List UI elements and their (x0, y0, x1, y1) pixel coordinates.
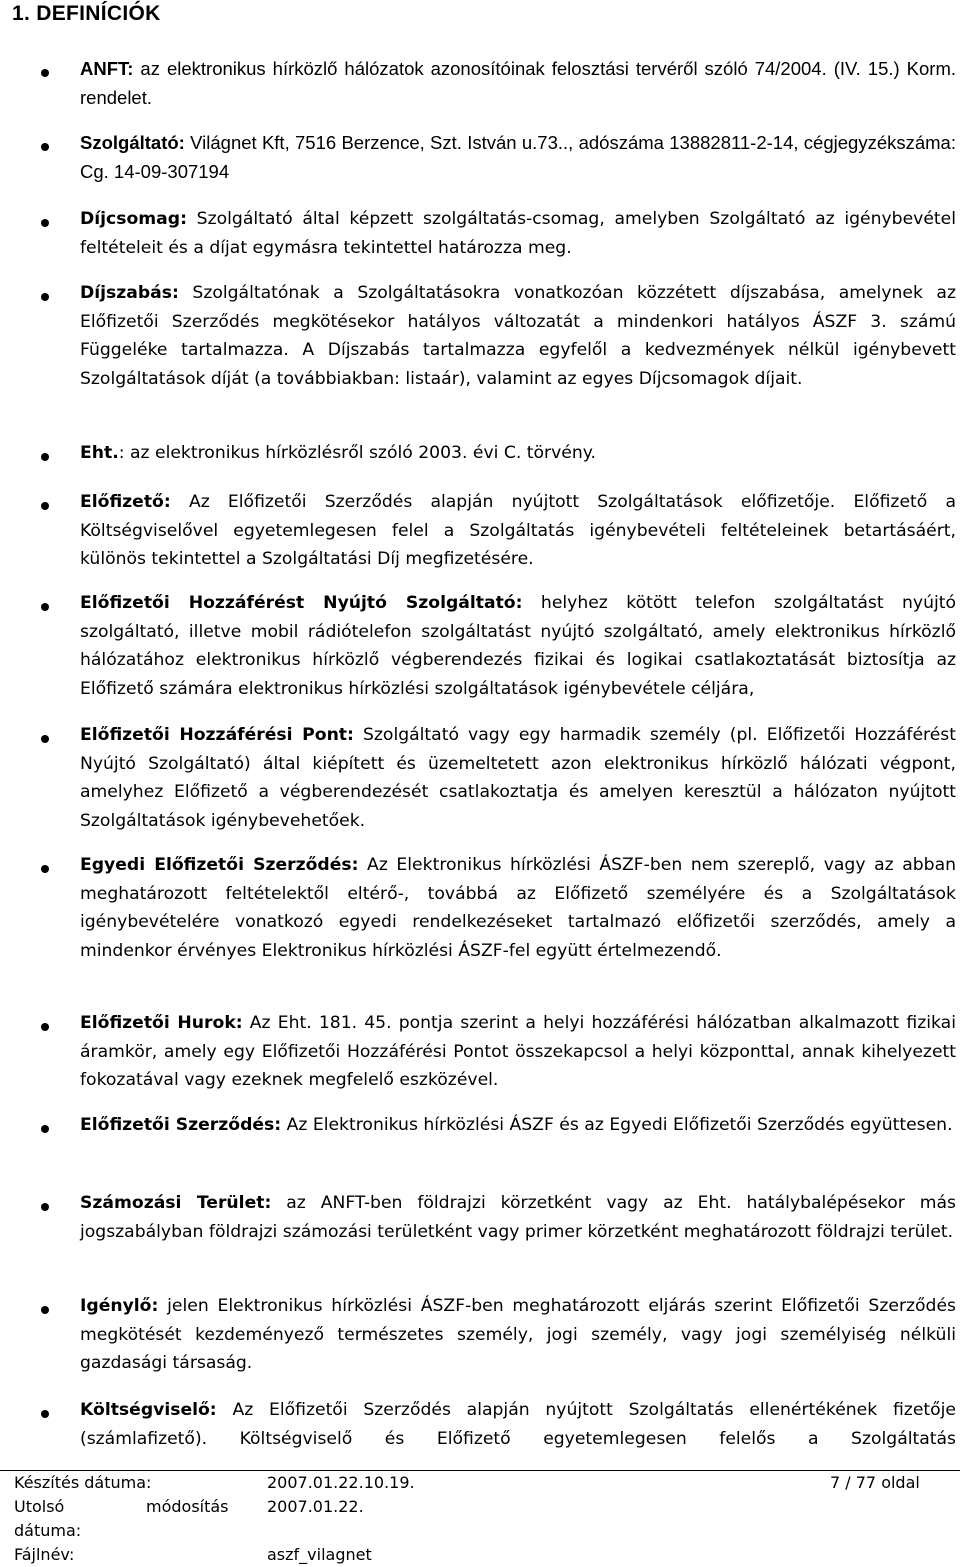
footer-row-file (0, 1543, 960, 1567)
bullet-icon (41, 735, 49, 743)
bullet-icon (41, 1125, 49, 1133)
definition-body: : az elektronikus hírközlésről szóló 2003. évi C. törvény. (118, 443, 596, 463)
footer-row-modified (0, 1495, 960, 1519)
created-value: 2007.01.22.10.19. (267, 1473, 415, 1492)
definition-body: Szolgáltató által képzett szolgáltatás-csomag, amelyben Szolgáltató az igénybevétel feltételeit és a díjat egymásra tekintettel határozza meg. (80, 209, 956, 258)
definition-text (80, 721, 956, 835)
definition-body: helyhez kötött telefon szolgáltatást nyújtó szolgáltató, illetve mobil rádiótelefon szolgáltatást nyújtó szolgáltató, amely elektronikus hírközlő hálózatához elektronikus hírközlő végberendezés fizikai és logikai csatlakoztatását biztosítja az Előfizető számára elektronikus hírközlési szolgáltatások igénybevétele céljára, (80, 593, 956, 699)
definition-term: Díjszabás: (80, 283, 179, 303)
bullet-icon (41, 453, 49, 461)
footer-row-modified-cont (0, 1519, 960, 1543)
page-number: 7 / 77 oldal (830, 1473, 920, 1492)
definition-text (80, 589, 956, 703)
modified-label: módosítás (146, 1497, 229, 1516)
bullet-icon (41, 1410, 49, 1418)
page-footer (0, 1470, 960, 1567)
file-label: Fájlnév: (14, 1545, 75, 1564)
definition-term: Költségviselő: (80, 1400, 217, 1420)
definition-term: Szolgáltató: (80, 132, 185, 153)
definition-text (80, 1189, 956, 1246)
definition-text (80, 55, 956, 112)
modified-label: Utolsó (14, 1497, 65, 1516)
modified-label: dátuma: (14, 1521, 82, 1540)
definition-body: Az Eht. 181. 45. pontja szerint a helyi hozzáférési hálózatban alkalmazott fizikai áramkör, amely egy Előfizetői Hozzáférési Pontot összekapcsol a helyi központtal, annak kihelyezett fokozatával vagy ezeknek megfelelő eszközével. (80, 1013, 956, 1091)
definition-body: az elektronikus hírközlő hálózatok azonosítóinak felosztási tervéről szóló 74/2004. (IV. 15.) Korm. rendelet. (80, 58, 956, 108)
bullet-icon (41, 219, 49, 227)
definition-term: Számozási Terület: (80, 1193, 272, 1213)
section-heading: 1. DEFINÍCIÓK (12, 2, 161, 25)
definition-term: Előfizetői Hurok: (80, 1013, 243, 1033)
definition-body: Az Elektronikus hírközlési ÁSZF-ben nem szereplő, vagy az abban meghatározott feltételektől eltérő-, továbbá az Előfizető személyére és a Szolgáltatások igénybevételére vonatkozó egyedi rendelkezéseket tartalmazó előfizetői szerződés, amely a mindenkor érvényes Elektronikus hírközlési ÁSZF-fel együtt értelmezendő. (80, 855, 956, 961)
definition-term: Igénylő: (80, 1296, 159, 1316)
definition-term: Díjcsomag: (80, 209, 187, 229)
definition-term: ANFT: (80, 58, 134, 79)
definition-text (80, 488, 956, 574)
definition-text (80, 1009, 956, 1095)
created-label: Készítés dátuma: (14, 1473, 152, 1492)
definition-term: Egyedi Előfizetői Szerződés: (80, 855, 359, 875)
bullet-icon (41, 69, 49, 77)
definition-text (80, 1111, 956, 1140)
bullet-icon (41, 603, 49, 611)
footer-row-created (0, 1471, 960, 1495)
definition-text (80, 279, 956, 393)
definition-term: Előfizetői Szerződés: (80, 1115, 282, 1135)
definition-text (80, 129, 956, 186)
definition-text (80, 851, 956, 965)
definition-text (80, 1396, 956, 1453)
bullet-icon (41, 865, 49, 873)
definition-body: Az Elektronikus hírközlési ÁSZF és az Egyedi Előfizetői Szerződés együttesen. (281, 1115, 953, 1135)
definition-term: Eht. (80, 443, 119, 463)
definition-body: Világnet Kft, 7516 Berzence, Szt. István u.73.., adószáma 13882811-2-14, cégjegyzékszáma: Cg. 14-09-307194 (80, 132, 956, 182)
definition-text (80, 205, 956, 262)
bullet-icon (41, 1203, 49, 1211)
file-value: aszf_vilagnet (267, 1545, 372, 1564)
modified-value: 2007.01.22. (267, 1497, 364, 1516)
bullet-icon (41, 293, 49, 301)
definition-text (80, 439, 956, 468)
definition-body: Szolgáltató vagy egy harmadik személy (pl. Előfizetői Hozzáférést Nyújtó Szolgáltató) által kiépített és üzemeltetett azon elektronikus hírközlő hálózati végpont, amelyhez Előfizető a végberendezését csatlakoztatja és amelyen keresztül a hálózaton nyújtott Szolgáltatások igénybevehetőek. (80, 725, 956, 831)
definition-body: jelen Elektronikus hírközlési ÁSZF-ben meghatározott eljárás szerint Előfizetői Szerződés megkötését kezdeményező természetes személy, jogi személy, vagy jogi személyiség nélküli gazdasági társaság. (80, 1296, 956, 1374)
bullet-icon (41, 502, 49, 510)
definition-body: Az Előfizetői Szerződés alapján nyújtott Szolgáltatás ellenértékének fizetője (számlafizető). Költségviselő és Előfizető egyetemlegesen felelős a Szolgáltatás (80, 1400, 956, 1449)
definition-body: Az Előfizetői Szerződés alapján nyújtott Szolgáltatások előfizetője. Előfizető a Költségviselővel egyetemlegesen felel a Szolgáltatás igénybevételi feltételeinek betartásáért, különös tekintettel a Szolgáltatási Díj megfizetésére. (80, 492, 956, 570)
definition-body: az ANFT-ben földrajzi körzetként vagy az Eht. hatálybalépésekor más jogszabályban földrajzi számozási területként vagy primer körzetként meghatározott földrajzi terület. (80, 1193, 956, 1242)
bullet-icon (41, 1306, 49, 1314)
definition-body: Szolgáltatónak a Szolgáltatásokra vonatkozóan közzétett díjszabása, amelynek az Előfizetői Szerződés megkötésekor hatályos változatát a mindenkori hatályos ÁSZF 3. számú Függeléke tartalmazza. A Díjszabás tartalmazza egyfelől a kedvezmények nélkül igénybevett Szolgáltatások díját (a továbbiakban: listaár), valamint az egyes Díjcsomagok díjait. (80, 283, 956, 389)
definition-text (80, 1292, 956, 1378)
definition-term: Előfizetői Hozzáférési Pont: (80, 725, 354, 745)
definition-term: Előfizető: (80, 492, 171, 512)
bullet-icon (41, 1023, 49, 1031)
bullet-icon (41, 143, 49, 151)
definition-term: Előfizetői Hozzáférést Nyújtó Szolgáltató: (80, 593, 523, 613)
